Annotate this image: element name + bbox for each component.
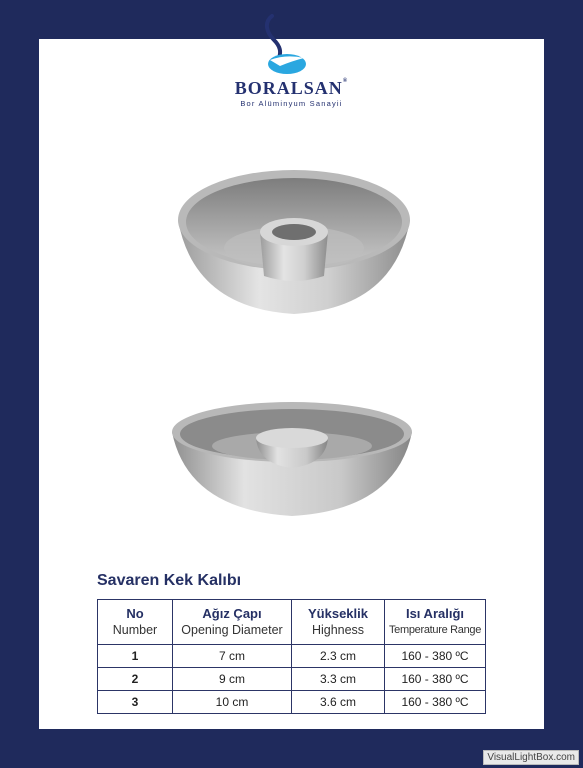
cell-height: 2.3 cm	[292, 645, 385, 668]
cake-mold-side-image	[168, 398, 416, 518]
col-header-temperature: Isı Aralığı Temperature Range	[385, 600, 486, 645]
brand-name: BORALSAN®	[234, 78, 349, 98]
col-header-height: Yükseklik Highness	[292, 600, 385, 645]
cake-mold-angled-image	[174, 168, 414, 318]
cell-temperature: 160 - 380 ºC	[385, 668, 486, 691]
cell-number: 1	[98, 645, 173, 668]
table-row	[98, 668, 486, 691]
cell-diameter: 7 cm	[173, 645, 292, 668]
spec-table	[97, 599, 486, 714]
cell-diameter: 9 cm	[173, 668, 292, 691]
cell-number: 3	[98, 691, 173, 714]
cell-diameter: 10 cm	[173, 691, 292, 714]
col-header-diameter: Ağız Çapı Opening Diameter	[173, 600, 292, 645]
table-row	[98, 645, 486, 668]
swan-logo-icon	[258, 14, 308, 80]
cell-height: 3.6 cm	[292, 691, 385, 714]
cell-temperature: 160 - 380 ºC	[385, 691, 486, 714]
table-header-row	[98, 600, 486, 645]
brand-tagline: Bor Alüminyum Sanayii	[240, 99, 343, 108]
cell-temperature: 160 - 380 ºC	[385, 645, 486, 668]
table-row	[98, 691, 486, 714]
cell-number: 2	[98, 668, 173, 691]
cell-height: 3.3 cm	[292, 668, 385, 691]
col-header-number: No Number	[98, 600, 173, 645]
watermark-link[interactable]: VisualLightBox.com	[483, 750, 579, 765]
brand-logo	[0, 0, 583, 110]
product-title: Savaren Kek Kalıbı	[97, 572, 242, 589]
